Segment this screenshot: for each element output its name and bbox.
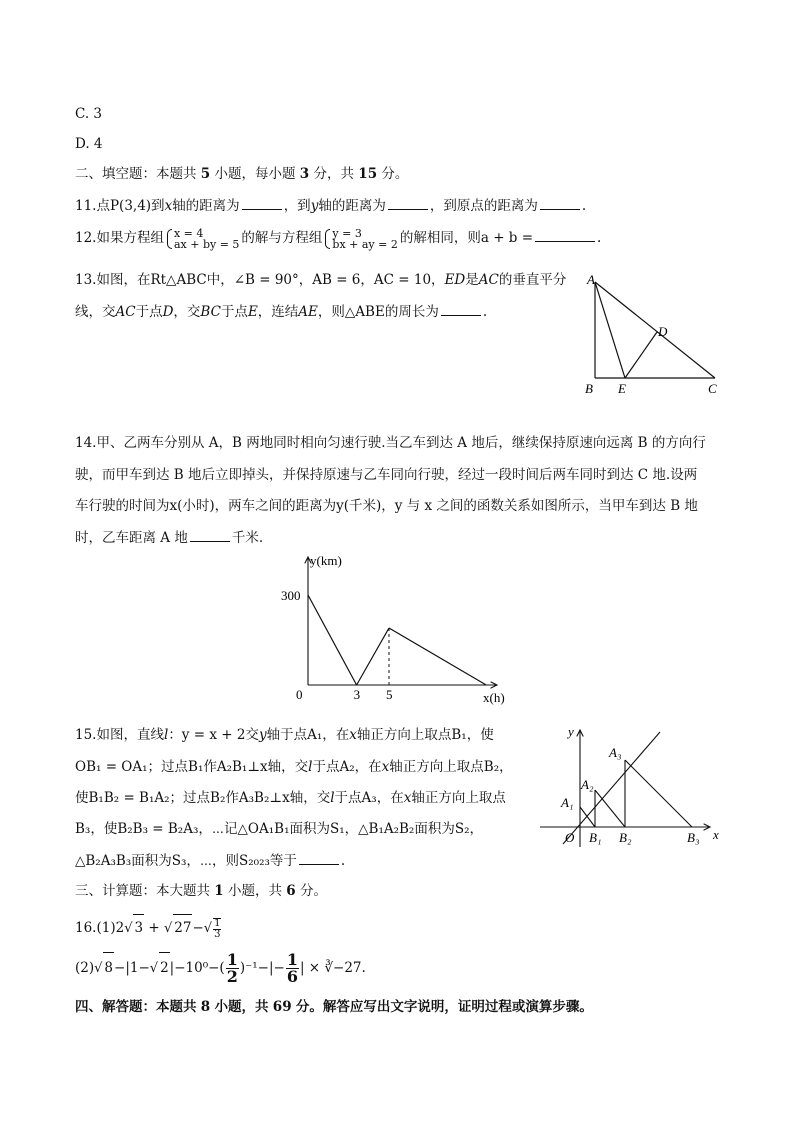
frac-den: 2 bbox=[226, 967, 238, 986]
question-15-line2 bbox=[75, 757, 513, 777]
option-c bbox=[75, 104, 102, 124]
label-a3: A₃ bbox=[609, 745, 622, 760]
q11-part: ，到 bbox=[283, 198, 311, 214]
section4-points: 69 bbox=[272, 999, 292, 1015]
q14-part: 千米. bbox=[231, 530, 264, 546]
answer-blank[interactable] bbox=[299, 850, 339, 865]
frac-den: 6 bbox=[286, 967, 298, 986]
question-14-line2: 驶，而甲车到达 B 地后立即掉头，并保持原速与乙车同向行驶，经过一段时间后两车同时到达 C 地.设两 bbox=[75, 467, 698, 483]
segment-a3b3 bbox=[625, 760, 692, 827]
question-15-line4: B₃，使B₂B₃ = B₂A₃，⋯记△OA₁B₁面积为S₁，△B₁A₂B₂面积为S₂， bbox=[75, 821, 484, 837]
q16-radicand: 8 bbox=[103, 952, 114, 983]
origin-label: 0 bbox=[296, 687, 303, 702]
section2-count: 5 bbox=[200, 166, 211, 182]
question-14-line4 bbox=[75, 527, 263, 548]
fraction-1-2 bbox=[226, 952, 239, 985]
q15-var: x bbox=[403, 790, 412, 806]
answer-blank[interactable] bbox=[388, 195, 428, 210]
x-tick-3: 3 bbox=[353, 687, 361, 702]
staircase-triangle-figure bbox=[535, 722, 725, 852]
segment-ed bbox=[625, 332, 657, 378]
y-tick-300: 300 bbox=[281, 588, 301, 603]
answer-blank[interactable] bbox=[535, 227, 595, 242]
question-12 bbox=[75, 227, 601, 250]
q16-part: )⁻¹−|− bbox=[239, 960, 285, 976]
q15-var: y bbox=[258, 727, 267, 743]
label-a2: A₂ bbox=[581, 777, 594, 792]
q15-part: 轴正方向上取点B₁，使 bbox=[356, 727, 494, 743]
x-tick-5: 5 bbox=[386, 687, 393, 702]
answer-blank[interactable] bbox=[242, 195, 282, 210]
section4-count: 8 bbox=[200, 999, 211, 1015]
q11-part: ，到原点的距离为 bbox=[429, 198, 538, 214]
q15-var: x bbox=[381, 759, 390, 775]
triangle-figure bbox=[580, 272, 730, 400]
sys2-line1: y = 3 bbox=[332, 226, 362, 240]
q11-part: . bbox=[581, 198, 587, 214]
question-16-part1 bbox=[75, 914, 222, 942]
section3-prefix: 三、计算题：本大题共 bbox=[75, 883, 210, 899]
q16-part: −|1− bbox=[114, 960, 150, 976]
section3-count: 1 bbox=[214, 883, 224, 899]
q15-var: l bbox=[330, 790, 335, 806]
equation-system-2 bbox=[324, 228, 397, 250]
q15-part: 轴正方向上取点 bbox=[411, 790, 506, 806]
label-b1: B₁ bbox=[589, 830, 602, 845]
label-b2: B₂ bbox=[619, 830, 632, 845]
q13-part: 线，交 bbox=[75, 304, 116, 320]
sqrt-sign: √ bbox=[163, 921, 173, 936]
q16-radicand: 3 bbox=[133, 914, 144, 941]
sqrt-sign: √ bbox=[149, 961, 159, 976]
section2-mid2: 分，共 bbox=[313, 166, 354, 182]
q15-var: x bbox=[349, 727, 357, 743]
sys1-line2: ax + by = 5 bbox=[173, 237, 240, 251]
q12-part: 的解与方程组 bbox=[241, 230, 323, 246]
q15-part: ：y = x + 2交 bbox=[168, 727, 259, 743]
label-x: x bbox=[713, 827, 719, 842]
section4-mid: 小题，共 bbox=[214, 999, 269, 1015]
question-15-line5 bbox=[75, 850, 345, 871]
question-15-line1 bbox=[75, 725, 494, 745]
distance-time-chart bbox=[275, 545, 510, 707]
label-e: E bbox=[618, 381, 626, 396]
q16-part: |−10⁰−( bbox=[169, 960, 225, 976]
q13-part: 的垂直平分 bbox=[498, 272, 567, 288]
q14-part: 时，乙车距离 A 地 bbox=[75, 530, 188, 546]
q16-part: | × ∛−27. bbox=[299, 960, 366, 976]
q16-part: + bbox=[144, 920, 164, 936]
y-axis-label: y(km) bbox=[310, 553, 342, 568]
q13-part: ，连结 bbox=[257, 304, 299, 320]
section2-total: 15 bbox=[358, 166, 378, 182]
frac-num: 1 bbox=[286, 950, 298, 969]
q13-part: 13.如图，在Rt△ABC中，∠B = 90°，AB = 6，AC = 10， bbox=[75, 272, 445, 288]
section2-points-each: 3 bbox=[299, 166, 310, 182]
q13-part: . bbox=[482, 304, 488, 320]
series-segment bbox=[357, 628, 389, 685]
section3-heading bbox=[75, 881, 327, 901]
q13-var: AE bbox=[298, 304, 318, 320]
q15-part: △B₂A₃B₃面积为S₃，⋯，则S₂₀₂₃等于 bbox=[75, 853, 297, 869]
sqrt-sign: √ bbox=[94, 961, 103, 976]
section2-heading bbox=[75, 164, 408, 184]
section4-prefix: 四、解答题：本题共 bbox=[75, 999, 197, 1015]
q13-var: ED bbox=[444, 272, 466, 288]
option-d bbox=[75, 134, 103, 154]
q12-part: 12.如果方程组 bbox=[75, 230, 164, 246]
label-a1: A₁ bbox=[561, 795, 574, 810]
q11-part: 轴的距离为 bbox=[172, 198, 240, 214]
q15-part: . bbox=[340, 853, 346, 869]
x-axis-label: x(h) bbox=[483, 690, 505, 705]
q13-var: BC bbox=[200, 304, 221, 320]
q13-part: 于点 bbox=[135, 304, 163, 320]
series-segment bbox=[389, 628, 486, 685]
question-14-line1: 14.甲、乙两车分别从 A，B 两地同时相向匀速行驶.当乙车到达 A 地后，继续保持原速向远离 B 的方向行 bbox=[75, 435, 706, 451]
q15-part: 使B₁B₂ = B₁A₂；过点B₂作A₃B₂⊥x轴，交 bbox=[75, 790, 331, 806]
q13-part: 于点 bbox=[220, 304, 248, 320]
section4-suffix: 分。解答应写出文字说明，证明过程或演算步骤。 bbox=[295, 999, 593, 1015]
label-b: B bbox=[585, 381, 593, 396]
label-b3: B₃ bbox=[687, 830, 700, 845]
option-c-text: C. 3 bbox=[75, 106, 103, 122]
q15-part: 轴正方向上取点B₂， bbox=[389, 759, 513, 775]
q11-var-x: x bbox=[164, 198, 173, 214]
section2-mid1: 小题，每小题 bbox=[214, 166, 296, 182]
segment-ae bbox=[595, 282, 625, 378]
q15-part: OB₁ = OA₁；过点B₁作A₂B₁⊥x轴，交 bbox=[75, 759, 309, 775]
question-15-line3 bbox=[75, 788, 506, 808]
q13-var: D bbox=[162, 304, 174, 320]
q13-part: ，则△ABE的周长为 bbox=[317, 304, 439, 320]
question-13-line2 bbox=[75, 301, 487, 322]
q13-var: E bbox=[247, 304, 258, 320]
fraction-1-6 bbox=[286, 952, 299, 985]
q16-part: (2) bbox=[75, 960, 95, 976]
q16-radicand: 2 bbox=[159, 952, 170, 983]
option-d-text: D. 4 bbox=[75, 136, 103, 152]
q15-part: 15.如图，直线 bbox=[75, 727, 164, 743]
section2-prefix: 二、填空题：本题共 bbox=[75, 166, 197, 182]
label-y: y bbox=[568, 724, 574, 739]
sys2-line2: bx + ay = 2 bbox=[332, 237, 398, 251]
question-16-part2 bbox=[75, 952, 366, 985]
equation-system-1 bbox=[166, 228, 239, 250]
question-11 bbox=[75, 195, 586, 216]
frac-den: 3 bbox=[214, 928, 221, 940]
q16-radicand: 27 bbox=[173, 914, 192, 941]
section2-suffix: 分。 bbox=[381, 166, 409, 182]
question-13-line1 bbox=[75, 270, 566, 290]
q15-var: l bbox=[308, 759, 313, 775]
q13-var: AC bbox=[115, 304, 136, 320]
sys1-line1: x = 4 bbox=[173, 226, 204, 240]
q12-part: . bbox=[597, 230, 602, 246]
label-d: D bbox=[658, 324, 668, 339]
q11-part: 轴的距离为 bbox=[318, 198, 386, 214]
segment-a2b2 bbox=[595, 790, 625, 827]
q15-part: 于点A₂，在 bbox=[312, 759, 382, 775]
section3-points: 6 bbox=[286, 883, 296, 899]
series-segment bbox=[308, 595, 357, 685]
q13-part: 是 bbox=[465, 272, 479, 288]
sqrt-sign: √ bbox=[124, 921, 133, 936]
q15-part: 于点A₃，在 bbox=[334, 790, 404, 806]
q11-part: 11.点P(3,4)到 bbox=[75, 198, 165, 214]
q15-part: 轴于点A₁，在 bbox=[266, 727, 350, 743]
segment-ac bbox=[595, 282, 715, 378]
frac-num: 1 bbox=[226, 950, 238, 969]
q16-part: 16.(1)2 bbox=[75, 920, 125, 936]
q13-part: ，交 bbox=[173, 304, 201, 320]
fraction-1-3 bbox=[213, 918, 221, 940]
answer-blank[interactable] bbox=[540, 195, 580, 210]
section3-suffix: 分。 bbox=[300, 883, 327, 899]
label-c: C bbox=[708, 381, 717, 396]
q13-var: AC bbox=[478, 272, 499, 288]
question-14-line3: 车行驶的时间为x(小时)，两车之间的距离为y(千米)，y 与 x 之间的函数关系如图所示，当甲车到达 B 地 bbox=[75, 498, 698, 514]
answer-blank[interactable] bbox=[441, 301, 481, 316]
section3-mid: 小题，共 bbox=[228, 883, 282, 899]
q15-var: l bbox=[163, 727, 169, 743]
q16-part: − bbox=[192, 920, 204, 936]
section4-heading bbox=[75, 997, 593, 1017]
q11-var-y: y bbox=[310, 198, 319, 214]
answer-blank[interactable] bbox=[190, 527, 230, 542]
sqrt-sign: √ bbox=[203, 921, 213, 936]
frac-num: 1 bbox=[214, 917, 221, 929]
label-a: A bbox=[587, 272, 595, 287]
q12-part: 的解相同，则a + b = bbox=[399, 230, 534, 246]
label-o: O bbox=[565, 830, 575, 845]
